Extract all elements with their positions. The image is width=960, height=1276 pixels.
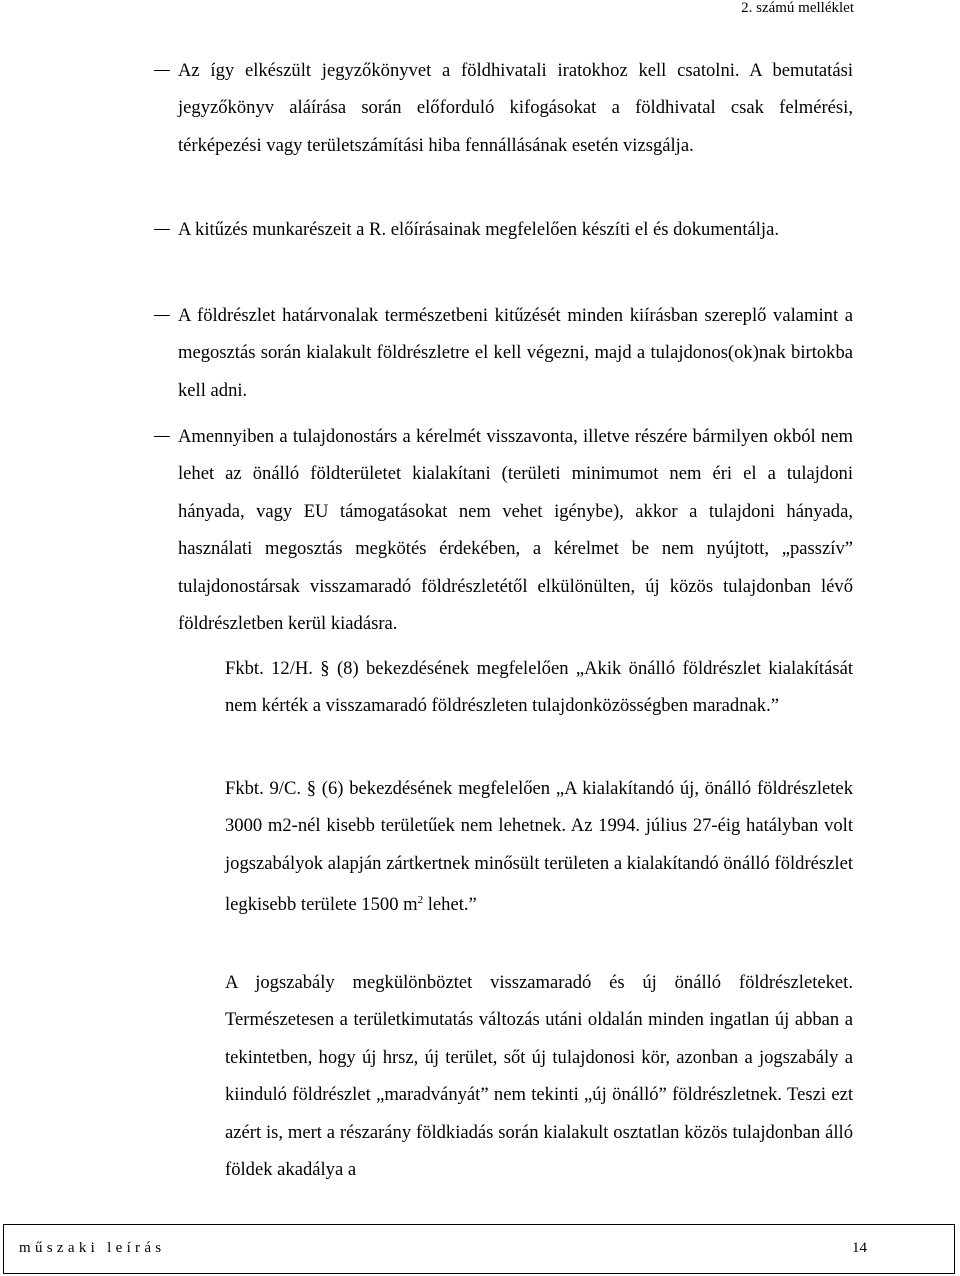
bullet-text: A kitűzés munkarészeit a R. előírásainak megfelelően készíti el és dokumentálja.: [178, 219, 779, 240]
dash-bullet-icon: [154, 70, 170, 71]
bullet-text: Amennyiben a tulajdonostárs a kérelmét visszavonta, illetve részére bármilyen okból nem lehet az önálló földterületet kialakítani (területi minimumot nem éri el a tulajdoni hányada, vagy EU támogatásokat nem vehet igénybe), akkor a tulajdoni hányada, használati megosztás megkötés érdekében, a kérelmet be nem nyújtott, „passzív” tulajdonostársak visszamaradó földrészletétől elkülönülten, új közös tulajdonban lévő földrészletben kerül kiadásra.: [178, 426, 853, 635]
dash-bullet-icon: [154, 436, 170, 437]
superscript-exponent: 2: [417, 894, 424, 907]
citation-fkbt-9c-text: Fkbt. 9/C. § (6) bekezdésének megfelelően „A kialakítandó új, önálló földrészletek 3000 m2-nél kisebb területűek nem lehetnek. Az 1994. július 27-éig hatályban volt jogszabályok alapján zártkertnek minősült területen a kialakítandó önálló földrészlet legkisebb területe 1500 m: [225, 778, 853, 916]
bullet-item: [178, 211, 853, 248]
bullet-text: Az így elkészült jegyzőkönyvet a földhivatali iratokhoz kell csatolni. A bemutatási jegyzőkönyv aláírása során előforduló kifogásokat a földhivatal csak felmérési, térképezési vagy területszámítási hiba fennállásának esetén vizsgálja.: [178, 60, 853, 156]
footer-label: műszaki leírás: [19, 1240, 166, 1256]
bullet-item: [178, 52, 853, 164]
bullet-item: [178, 418, 853, 642]
page-number: 14: [852, 1240, 867, 1256]
citation-fkbt-12h: Fkbt. 12/H. § (8) bekezdésének megfelelően „Akik önálló földrészlet kialakítását nem kérték a visszamaradó földrészleten tulajdonközösségben maradnak.”: [225, 658, 853, 717]
bullet-item: [178, 297, 853, 409]
citation-fkbt-9c-end: lehet.”: [423, 894, 477, 916]
bullet-text: A földrészlet határvonalak természetbeni kitűzését minden kiírásban szereplő valamint a megosztás során kialakult földrészletre el kell végezni, majd a tulajdonos(ok)nak birtokba kell adni.: [178, 305, 853, 401]
dash-bullet-icon: [154, 229, 170, 230]
citation-fkbt-9c: [225, 770, 853, 924]
page-footer: [3, 1224, 955, 1274]
closing-paragraph: A jogszabály megkülönböztet visszamaradó és új önálló földrészleteket. Természetesen a területkimutatás változás utáni oldalán minden ingatlan új abban a tekintetben, hogy új hrsz, új terület, sőt új tulajdonosi kör, azonban a jogszabály a kiinduló földrészlet „maradványát” nem tekinti „új önálló” földrészletnek. Teszi ezt azért is, mert a részarány földkiadás során kialakult osztatlan közös tulajdonban álló földek akadálya a: [225, 972, 853, 1181]
annex-header: 2. számú melléklet: [741, 0, 854, 16]
dash-bullet-icon: [154, 315, 170, 316]
